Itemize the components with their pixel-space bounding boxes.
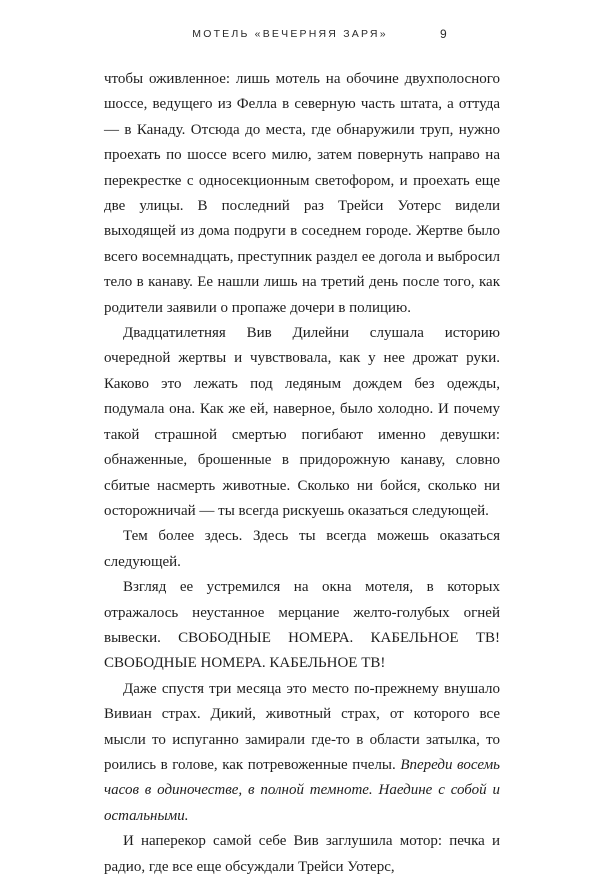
paragraph-6: И наперекор самой себе Вив заглушила мотор: печка и радио, где все еще обсуждали Трейси Уотерс, (104, 833, 500, 875)
paragraph-5-italic-text: Впереди восемь часов в одиночестве, в полной темноте. Наедине с собой и остальными. (104, 756, 500, 824)
page-number: 9 (440, 27, 447, 41)
paragraph-2: Двадцатилетняя Вив Дилейни слушала историю очередной жертвы и чувствовала, как у нее дрожат руки. Каково это лежать под ледяным дождем без одежды, подумала она. Как же ей, наверное, было холодно. И почему такой страшной смертью погибают именно девушки: обнаженные, брошенные в придорожную канаву, словно сбитые насмерть животные. Сколько ни бойся, сколько ни осторожничай — ты всегда рискуешь оказаться следующей. (104, 325, 500, 519)
paragraph-1: чтобы оживленное: лишь мотель на обочине двухполосного шоссе, ведущего из Фелла в северную часть штата, а оттуда — в Канаду. Отсюда до места, где обнаружили труп, нужно проехать по шоссе всего милю, затем повернуть направо на перекрестке с односекционным светофором, и проехать еще две улицы. В последний раз Трейси Уотерс видели выходящей из дома подруги в соседнем городе. Жертве было всего восемнадцать, преступник раздел ее догола и выбросил тело в канаву. Ее нашли лишь на третий день после того, как родители заявили о пропаже дочери в полицию. (104, 71, 500, 316)
body-text (104, 67, 500, 880)
running-title: МОТЕЛЬ «ВЕЧЕРНЯЯ ЗАРЯ» (192, 28, 388, 40)
paragraph-5-text: Даже спустя три месяца это место по-прежнему внушало Вивиан страх. Дикий, животный страх, от которого все мысли то испуганно замирали где-то в области затылка, то роились в голове, как потревоженные пчелы. (104, 680, 500, 773)
paragraph-3: Тем более здесь. Здесь ты всегда можешь оказаться следующей. (104, 528, 500, 570)
paragraph-4: Взгляд ее устремился на окна мотеля, в которых отражалось неустанное мерцание желто-голубых огней вывески. СВОБОДНЫЕ НОМЕРА. КАБЕЛЬНОЕ ТВ! СВОБОДНЫЕ НОМЕРА. КАБЕЛЬНОЕ ТВ! (104, 579, 500, 672)
paragraph-5 (104, 677, 500, 829)
